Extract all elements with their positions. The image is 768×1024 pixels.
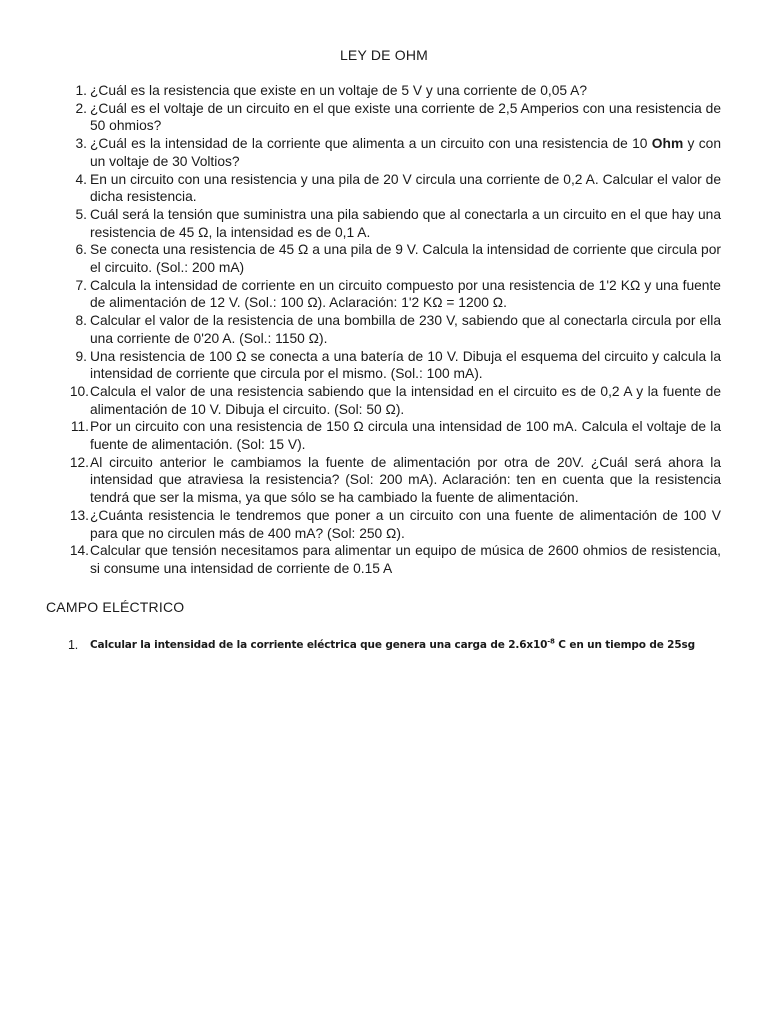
problem-number: 6.: [75, 242, 87, 258]
problem-item: [69, 507, 721, 542]
problem-item: [69, 542, 721, 577]
problem-text-end: C en un tiempo de 25sg: [554, 639, 695, 651]
text-segment: ¿Cuál es la intensidad de la corriente que alimenta a un circuito con una resistencia de 10: [90, 136, 652, 152]
text-segment: Por un circuito con una resistencia de 150 Ω circula una intensidad de 100 mA. Calcula el voltaje de la fuente de alimentación. (Sol: 15 V).: [90, 419, 721, 453]
problem-text: [90, 101, 721, 134]
problem-item: [75, 171, 721, 206]
text-segment: Una resistencia de 100 Ω se conecta a una batería de 10 V. Dibuja el esquema del circuito y calcula la intensidad de corriente que circula por el mismo. (Sol.: 100 mA).: [90, 348, 721, 382]
problem-item: [75, 206, 721, 241]
text-segment: Se conecta una resistencia de 45 Ω a una pila de 9 V. Calcula la intensidad de corriente que circula por el circuito. (Sol.: 200 mA): [90, 242, 721, 276]
campo-problem-item: [68, 637, 730, 653]
exponent: -8: [547, 637, 555, 646]
problem-item: [69, 454, 721, 507]
problem-item: [70, 418, 721, 453]
problem-text: [90, 419, 721, 452]
problem-text: [90, 278, 721, 311]
problem-item: [75, 312, 721, 347]
text-segment: Cuál será la tensión que suministra una pila sabiendo que al conectarla a un circuito en el que hay una resistencia de 45 Ω, la intensidad es de 0,1 A.: [90, 206, 721, 240]
problem-number: 3.: [75, 136, 87, 152]
problem-number: 13.: [69, 507, 89, 523]
text-segment: ¿Cuánta resistencia le tendremos que poner a un circuito con una fuente de alimentación de 100 V para que no circulen más de 400 mA? (Sol: 250 Ω).: [90, 507, 721, 541]
problem-text: [90, 136, 721, 169]
section-title: CAMPO ELÉCTRICO: [46, 599, 185, 615]
problem-number: 5.: [75, 206, 87, 222]
problem-text: [90, 207, 721, 240]
text-segment: y con un voltaje de 30 Voltios?: [90, 136, 721, 169]
problem-text: [90, 313, 721, 346]
text-segment: Calcula el valor de una resistencia sabiendo que la intensidad en el circuito es de 0,2 A y la fuente de alimentación de 10 V. Dibuja el circuito. (Sol: 50 Ω).: [90, 383, 721, 417]
text-segment: Calcular que tensión necesitamos para alimentar un equipo de música de 2600 ohmios de resistencia, si consume una intensidad de corriente de 0.15 A: [90, 543, 721, 576]
problem-item: [75, 277, 721, 312]
problem-item: [75, 100, 721, 135]
problem-number: 10.: [69, 383, 89, 399]
ohm-problem-list: [69, 82, 721, 578]
problem-item: [75, 82, 721, 100]
problem-item: [75, 241, 721, 276]
problem-number: 4.: [75, 171, 87, 187]
problem-number: 1.: [75, 83, 87, 98]
problem-item: [75, 348, 721, 383]
problem-number: 2.: [75, 100, 87, 116]
problem-text: [90, 543, 721, 576]
bold-text: Ohm: [651, 136, 684, 152]
problem-number: 14.: [69, 543, 89, 559]
problem-text: [90, 508, 721, 541]
problem-text: [90, 172, 721, 205]
problem-number: 9.: [75, 348, 87, 364]
problem-text: [90, 384, 721, 417]
problem-number: 1.: [68, 638, 79, 652]
text-segment: Calcula la intensidad de corriente en un circuito compuesto por una resistencia de 1'2 KΩ y una fuente de alimentación de 12 V. (Sol.: 100 Ω). Aclaración: 1'2 KΩ = 1200 Ω.: [90, 277, 721, 311]
text-segment: En un circuito con una resistencia y una pila de 20 V circula una corriente de 0,2 A. Calcular el valor de dicha resistencia.: [90, 171, 721, 205]
campo-problem-list: [68, 637, 730, 653]
problem-number: 7.: [75, 277, 87, 293]
problem-text: [90, 83, 587, 98]
problem-number: 11.: [70, 419, 89, 435]
document-title: LEY DE OHM: [339, 47, 429, 63]
problem-item: [75, 135, 721, 170]
problem-text: [90, 242, 721, 275]
problem-number: 12.: [69, 454, 89, 470]
problem-text: Calcular la intensidad de la corriente eléctrica que genera una carga de 2.6x10: [90, 639, 548, 651]
text-segment: Al circuito anterior le cambiamos la fuente de alimentación por otra de 20V. ¿Cuál será ahora la intensidad que atraviesa la resistencia? (Sol: 200 mA). Aclaración: ten en cuenta que la resistencia tendrá que ser la misma, ya que sólo se ha cambiado la fuente de alimentación.: [90, 454, 721, 506]
problem-text: [90, 455, 721, 505]
problem-number: 8.: [75, 313, 87, 329]
problem-text: [90, 349, 721, 382]
problem-item: [69, 383, 721, 418]
text-segment: ¿Cuál es el voltaje de un circuito en el que existe una corriente de 2,5 Amperios con una resistencia de 50 ohmios?: [90, 100, 721, 134]
text-segment: ¿Cuál es la resistencia que existe en un voltaje de 5 V y una corriente de 0,05 A?: [90, 83, 587, 98]
text-segment: Calcular el valor de la resistencia de una bombilla de 230 V, sabiendo que al conectarla circula por ella una corriente de 0'20 A. (Sol.: 1150 Ω).: [90, 313, 721, 346]
